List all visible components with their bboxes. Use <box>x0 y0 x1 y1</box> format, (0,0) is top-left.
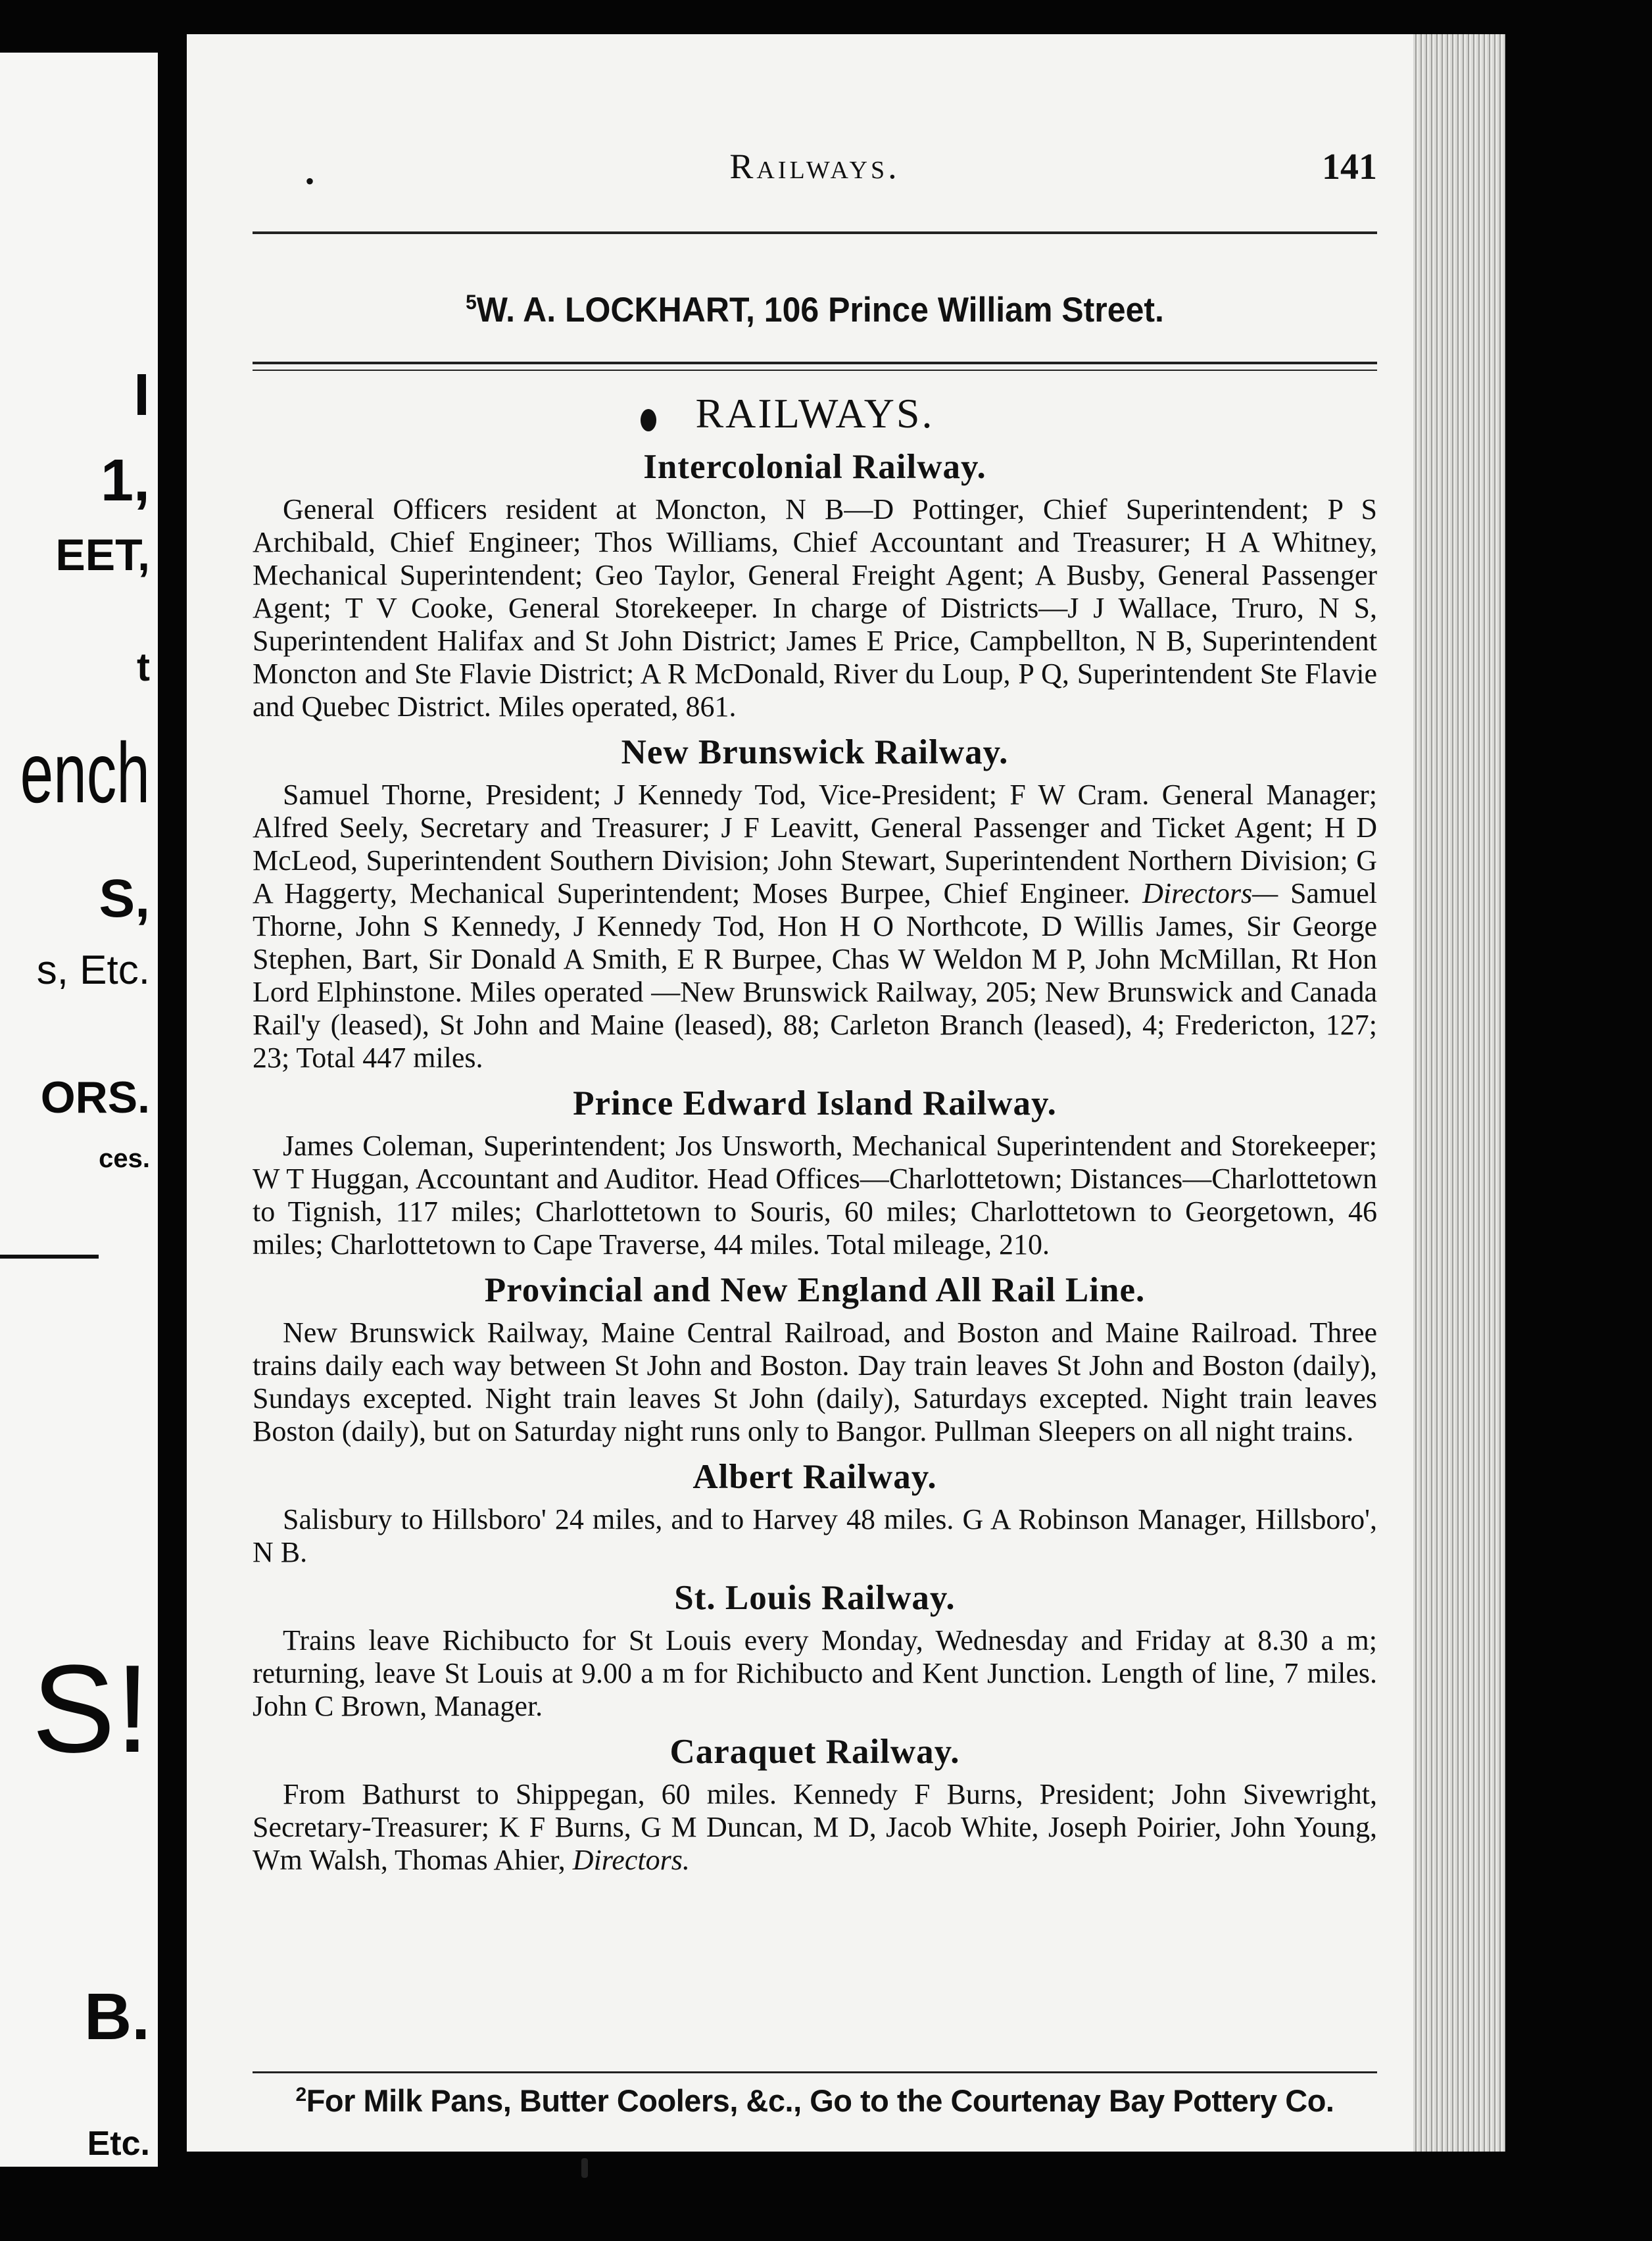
running-head-title: Railways. <box>729 147 900 186</box>
section-albert <box>253 1457 1377 1569</box>
section-intercolonial <box>253 447 1377 723</box>
section-title: Albert Railway. <box>692 1458 937 1496</box>
main-title <box>253 389 1377 438</box>
railways-listing <box>253 389 1377 1879</box>
bottom-advertisement <box>253 2083 1377 2119</box>
left-fragment: 1, <box>100 448 150 514</box>
directors-label: Directors. <box>572 1844 690 1876</box>
section-text-part: Samuel Thorne, President; J Kennedy Tod, Vice-President; F W Cram. General Manager; Alfred Seely, Secretary and Treasurer; J F Leavitt, General Passenger and Ticket Agent; H D McLeod, Superintendent Southern Division; John Stewart, Superintendent Northern Division; G A Haggerty, Mechanical Superintendent; Moses Burpee, Chief Engineer. <box>253 779 1377 909</box>
page-number: 141 <box>1322 147 1377 187</box>
left-fragment: ench <box>20 725 150 821</box>
left-fragment: I <box>133 362 150 428</box>
left-fragment: B. <box>84 1980 150 2054</box>
left-fragment: S, <box>99 869 150 928</box>
left-fragment: t <box>137 645 150 689</box>
section-text: Trains leave Richibucto for St Louis every Monday, Wednesday and Friday at 8.30 a m; returning, leave St Louis at 9.00 a m for Richibucto and Kent Junction. Length of line, 7 miles. John C Brown, Manager. <box>253 1624 1377 1722</box>
section-title: Provincial and New England All Rail Line. <box>484 1271 1146 1309</box>
left-divider <box>0 1255 99 1259</box>
ink-mark <box>581 2158 588 2178</box>
page-edges <box>1413 34 1505 2152</box>
section-text: Salisbury to Hillsboro' 24 miles, and to Harvey 48 miles. G A Robinson Manager, Hillsboro', N B. <box>253 1503 1377 1568</box>
section-text: James Coleman, Superintendent; Jos Unsworth, Mechanical Superintendent and Storekeeper; W T Huggan, Accountant and Auditor. Head Offices—Charlottetown; Distances—Charlottetown to Tignish, 117 miles; Charlottetown to Souris, 60 miles; Charlottetown to Georgetown, 46 miles; Charlottetown to Cape Traverse, 44 miles. Total mileage, 210. <box>253 1130 1377 1261</box>
section-text-part: From Bathurst to Shippegan, 60 miles. Kennedy F Burns, President; John Sivewright, Secretary-Treasurer; K F Burns, G M Duncan, M D, Jacob White, Joseph Poirier, John Young, Wm Walsh, Thomas Ahier, <box>253 1778 1377 1876</box>
section-title: Intercolonial Railway. <box>643 448 986 486</box>
section-title: Caraquet Railway. <box>669 1733 960 1771</box>
footer-rule <box>253 2071 1377 2073</box>
section-text <box>253 779 1377 1074</box>
left-fragment: Etc. <box>87 2125 150 2163</box>
running-head-dot: • <box>305 166 315 196</box>
running-head <box>253 146 1377 199</box>
left-fragment: EET, <box>55 530 150 580</box>
header-rule <box>253 231 1377 234</box>
section-pei <box>253 1084 1377 1261</box>
bottom-ad-text: For Milk Pans, Butter Coolers, &c., Go to the Courtenay Bay Pottery Co. <box>306 2083 1334 2118</box>
top-ad-text: W. A. LOCKHART, 106 Prince William Street. <box>476 290 1164 329</box>
main-title-text: RAILWAYS. <box>695 390 935 437</box>
section-title: St. Louis Railway. <box>674 1579 956 1617</box>
section-text: New Brunswick Railway, Maine Central Railroad, and Boston and Maine Railroad. Three trains daily each way between St John and Boston. Day train leaves St John and Boston (daily), Sundays excepted. Night train leaves St John (daily), Saturdays excepted. Night train leaves Boston (daily), but on Saturday night runs only to Bangor. Pullman Sleepers on all night trains. <box>253 1316 1377 1447</box>
ad-rule-thin <box>253 370 1377 371</box>
directors-label: Directors— <box>1142 877 1278 909</box>
top-ad-footnote: 5 <box>466 291 477 314</box>
section-text: General Officers resident at Moncton, N B—D Pottinger, Chief Superintendent; P S Archibald, Chief Engineer; Thos Williams, Chief Accountant and Treasurer; H A Whitney, Mechanical Superintendent; Geo Taylor, General Freight Agent; A Busby, General Passenger Agent; T V Cooke, General Storekeeper. In charge of Districts—J J Wallace, Truro, N S, Superintendent Halifax and St John District; James E Price, Campbellton, N B, Superintendent Moncton and Ste Flavie District; A R McDonald, River du Loup, P Q, Superintendent Ste Flavie and Quebec District. Miles operated, 861. <box>253 493 1377 723</box>
section-provincial-new-england <box>253 1270 1377 1448</box>
bullet-mark <box>641 409 656 431</box>
section-new-brunswick <box>253 733 1377 1074</box>
bottom-ad-footnote: 2 <box>295 2084 306 2106</box>
section-st-louis <box>253 1578 1377 1723</box>
ad-rule <box>253 362 1377 364</box>
book-page <box>187 34 1505 2152</box>
left-fragment: ORS. <box>40 1072 150 1122</box>
section-caraquet <box>253 1732 1377 1877</box>
section-text-part: Samuel Thorne, John S Kennedy, J Kennedy Tod, Hon H O Northcote, D Willis James, Sir George Stephen, Bart, Sir Donald A Smith, E R Burpee, Chas W Weldon M P, John McMillan, Rt Hon Lord Elphinstone. Miles operated —New Brunswick Railway, 205; New Brunswick and Canada Rail'y (leased), St John and Maine (leased), 88; Carleton Branch (leased), 4; Fredericton, 127; 23; Total 447 miles. <box>253 877 1378 1074</box>
top-advertisement <box>253 289 1377 329</box>
left-fragment: s, Etc. <box>36 948 150 993</box>
left-facing-page <box>0 53 158 2167</box>
section-title: New Brunswick Railway. <box>621 733 1009 771</box>
left-fragment: S! <box>32 1639 150 1779</box>
section-title: Prince Edward Island Railway. <box>573 1084 1057 1122</box>
section-text <box>253 1778 1377 1877</box>
left-fragment: ces. <box>99 1144 150 1173</box>
